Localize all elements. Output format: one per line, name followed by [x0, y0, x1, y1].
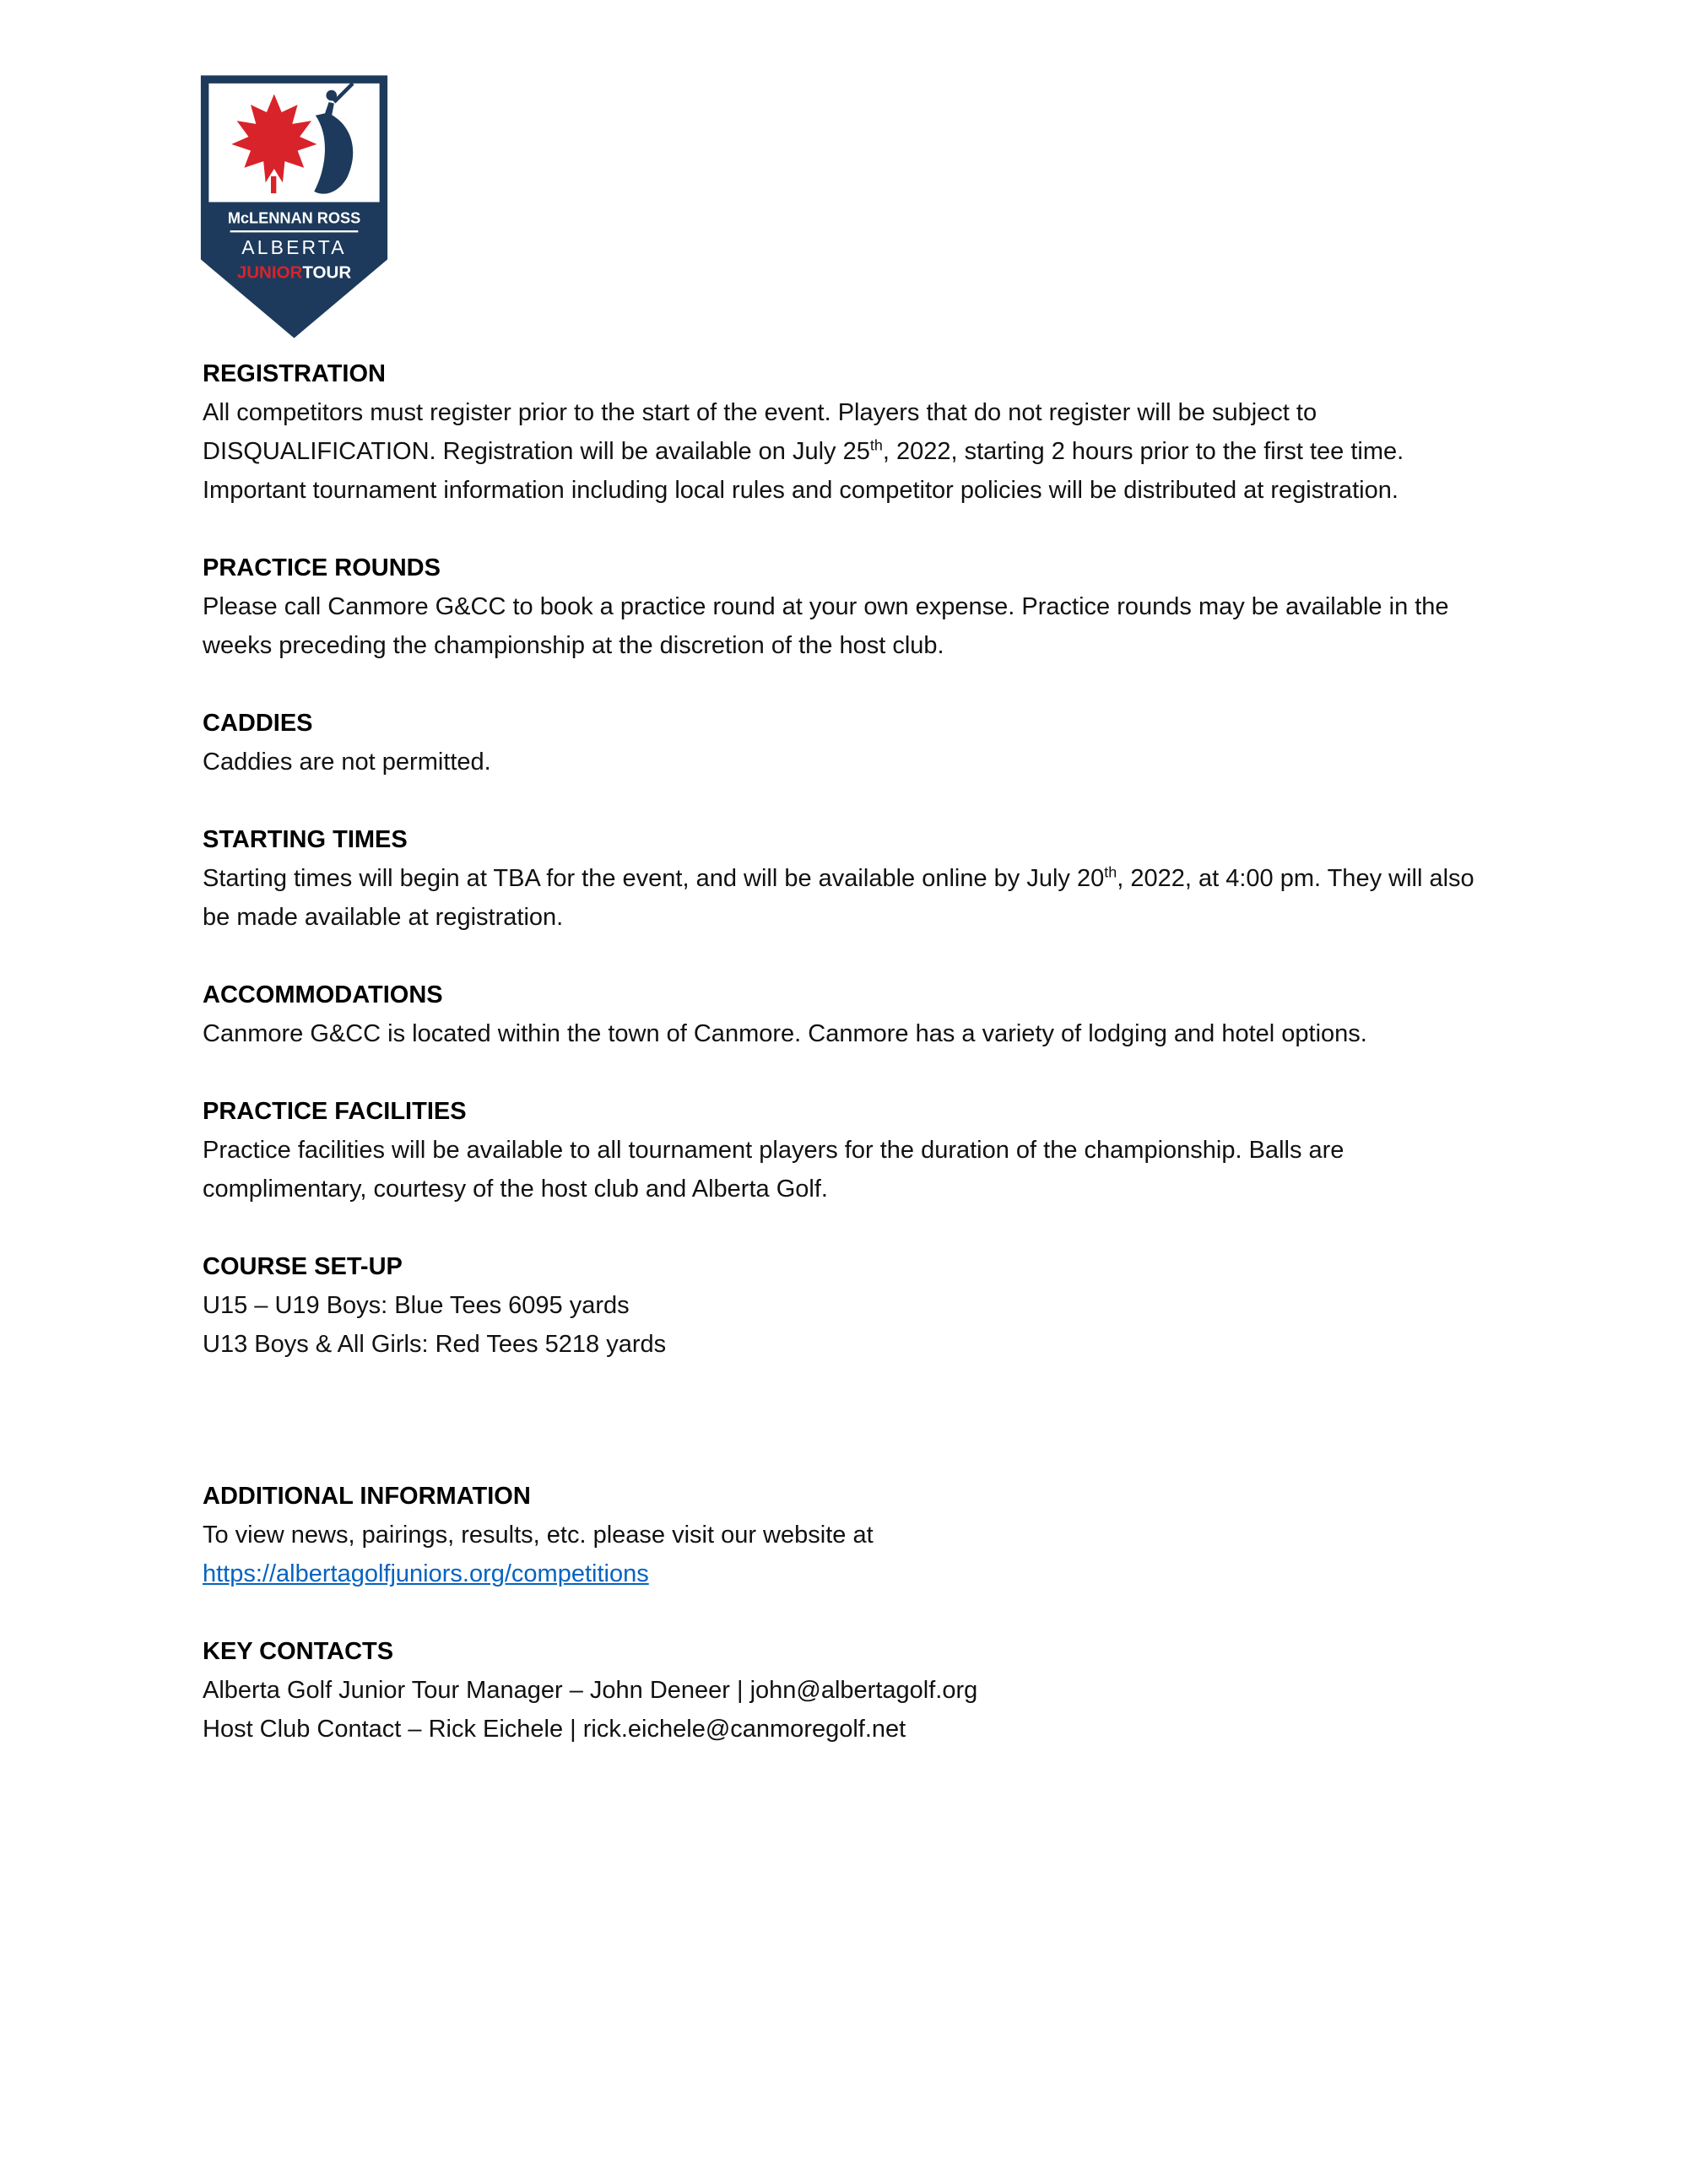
paragraph-text: , 2022, starting 2 hours prior to the first tee time.	[882, 438, 1404, 465]
section-heading-key-contacts: KEY CONTACTS	[203, 1638, 394, 1665]
section-heading-course-setup: COURSE SET-UP	[203, 1253, 403, 1280]
section-heading-practice-facilities: PRACTICE FACILITIES	[203, 1098, 467, 1125]
section-registration	[203, 354, 1481, 510]
paragraph-text: Starting times will begin at TBA for the event, and will be available online by July 20	[203, 865, 1105, 892]
section-course-setup	[203, 1247, 1481, 1364]
caddies-paragraph: Caddies are not permitted.	[203, 749, 491, 776]
registration-paragraph-1	[203, 393, 1481, 471]
logo-tour-tour: TOUR	[302, 262, 352, 283]
logo-name: McLENNAN ROSS	[227, 209, 361, 227]
alberta-junior-tour-logo	[194, 73, 394, 345]
superscript-ordinal: th	[869, 436, 883, 454]
superscript-ordinal: th	[1104, 863, 1117, 881]
section-key-contacts	[203, 1632, 1481, 1749]
accommodations-paragraph: Canmore G&CC is located within the town of Canmore. Canmore has a variety of lodging and hotel options.	[203, 1020, 1367, 1047]
practice-rounds-paragraph: Please call Canmore G&CC to book a practice round at your own expense. Practice rounds may be available in the weeks preceding the championship at the discretion of the host club.	[203, 593, 1449, 659]
key-contact-line-2: Host Club Contact – Rick Eichele | rick.eichele@canmoregolf.net	[203, 1716, 906, 1743]
paragraph-text: All competitors must register prior to the start of the event. Players that do not register will be subject to DISQUALIFICATION. Registration will be available on July 25	[203, 399, 1317, 465]
logo-shield	[194, 73, 394, 341]
website-link-line	[203, 1554, 1481, 1593]
course-setup-line-2: U13 Boys & All Girls: Red Tees 5218 yards	[203, 1331, 667, 1358]
section-heading-caddies: CADDIES	[203, 710, 313, 737]
additional-information-paragraph: To view news, pairings, results, etc. please visit our website at	[203, 1522, 874, 1549]
section-caddies	[203, 704, 1481, 781]
section-accommodations	[203, 976, 1481, 1053]
section-heading-additional-information: ADDITIONAL INFORMATION	[203, 1483, 531, 1510]
section-practice-facilities	[203, 1092, 1481, 1208]
logo-tour	[237, 263, 352, 283]
course-setup-line-1: U15 – U19 Boys: Blue Tees 6095 yards	[203, 1292, 630, 1319]
section-heading-accommodations: ACCOMMODATIONS	[203, 981, 443, 1008]
paragraph-text: , 2022, at 4:00 pm. They will also be made available at registration.	[203, 865, 1474, 931]
section-starting-times	[203, 820, 1481, 937]
section-heading-practice-rounds: PRACTICE ROUNDS	[203, 554, 441, 581]
starting-times-paragraph	[203, 859, 1481, 937]
document-content	[203, 354, 1481, 1749]
logo-tour-junior: JUNIOR	[236, 262, 303, 283]
section-heading-starting-times: STARTING TIMES	[203, 826, 408, 853]
key-contact-line-1: Alberta Golf Junior Tour Manager – John Deneer | john@albertagolf.org	[203, 1677, 978, 1704]
section-heading-registration: REGISTRATION	[203, 360, 386, 387]
registration-paragraph-2: Important tournament information including local rules and competitor policies will be distributed at registration.	[203, 477, 1399, 504]
section-practice-rounds	[203, 549, 1481, 665]
logo-region: ALBERTA	[241, 236, 347, 259]
section-additional-information	[203, 1477, 1481, 1593]
competitions-website-link[interactable]: https://albertagolfjuniors.org/competitions	[203, 1560, 649, 1587]
practice-facilities-paragraph: Practice facilities will be available to all tournament players for the duration of the championship. Balls are complimentary, courtesy of the host club and Alberta Golf.	[203, 1137, 1344, 1203]
